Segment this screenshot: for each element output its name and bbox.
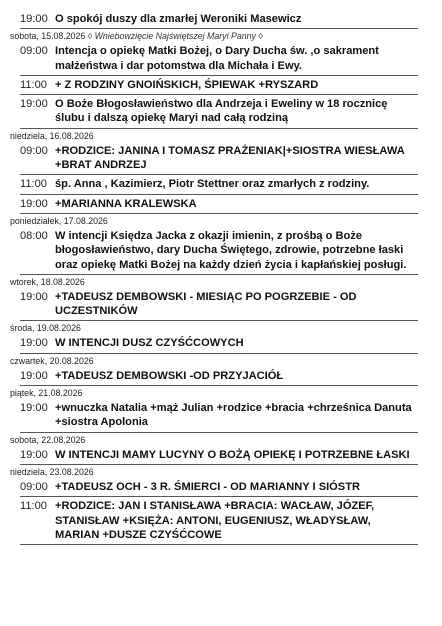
intention-time: 19:00 [20,402,48,415]
intention-text: +TADEUSZ DEMBOWSKI -OD PRZYJACIÓŁ [55,369,284,382]
intention-text: +TADEUSZ DEMBOWSKI - MIESIĄC PO POGRZEBIE - OD UCZESTNIKÓW [55,290,357,318]
day-date: niedziela, 23.08.2026 [10,466,94,477]
intention-entry [20,497,418,545]
intention-time: 09:00 [20,144,48,157]
intention-text: śp. Anna , Kazimierz, Piotr Stettner oraz zmarłych z rodziny. [55,178,370,191]
day-date: środa, 19.08.2026 [10,323,81,334]
intention-entry [20,175,418,194]
intention-text: +wnuczka Natalia +mąż Julian +rodzice +bracia +chrześnica Danuta +siostra Apolonia [55,402,412,429]
day-header [10,131,418,142]
day-date: sobota, 15.08.2026 [10,31,86,42]
intention-time: 19:00 [20,369,48,382]
intention-time: 11:00 [20,500,47,513]
intention-entry [20,288,418,322]
intention-entry [20,195,418,214]
day-header [10,31,418,42]
intention-time: 19:00 [20,98,48,111]
intention-text: O spokój duszy dla zmarłej Weroniki Masewicz [55,13,302,25]
intention-time: 19:00 [20,290,48,303]
intention-entry [20,399,418,433]
intention-text: +MARIANNA KRALEWSKA [55,197,197,210]
intention-time: 11:00 [20,78,47,91]
intention-entry [20,42,418,76]
intention-time: 19:00 [20,13,48,25]
day-date: wtorek, 18.08.2026 [10,276,85,287]
day-header [10,388,418,399]
intention-time: 19:00 [20,448,48,461]
intention-entry [20,142,418,176]
days-list [10,31,418,545]
day-date: niedziela, 16.08.2026 [10,130,94,141]
intention-time: 11:00 [20,178,47,191]
intention-entry [20,76,418,95]
intention-text: +TADEUSZ OCH - 3 R. ŚMIERCI - OD MARIANNY I SIÓSTR [55,480,360,493]
intention-text: +RODZICE: JAN I STANISŁAWA +BRACIA: WACŁAW, JÓZEF, STANISŁAW +KSIĘŻA: ANTONI, EUGENIUSZ, WŁADYSŁAW, MARIAN +DUSZE CZYŚĆCOWE [55,500,375,541]
day-date: poniedziałek, 17.08.2026 [10,215,108,226]
day-feast: ◊ Wniebowzięcie Najświętszej Maryi Panny ◊ [87,31,263,42]
day-header [10,467,418,478]
intention-entry [20,367,418,386]
intention-text: O Boże Błogosławieństwo dla Andrzeja i Eweliny w 18 rocznicę ślubu i dalszą opiekę Maryi nad całą rodziną [55,98,388,125]
intention-entry [20,446,418,465]
intention-text: +RODZICE: JANINA I TOMASZ PRAŻENIAK|+SIOSTRA WIESŁAWA +BRAT ANDRZEJ [55,144,405,172]
day-header [10,216,418,227]
intention-text: Intencja o opiekę Matki Bożej, o Dary Ducha św. ,o sakrament małżeństwa i dar potomstwa dla Michała i Ewy. [55,45,379,72]
intention-text: + Z RODZINY GNOIŃSKICH, ŚPIEWAK +RYSZARD [55,78,319,91]
intention-entry [20,95,418,129]
intention-entry [20,227,418,275]
intention-text: W INTENCJI MAMY LUCYNY O BOŻĄ OPIEKĘ I POTRZEBNE ŁASKI [55,448,410,461]
intention-entry [20,10,418,29]
day-header [10,435,418,446]
intention-text: W intencji Księdza Jacka z okazji imienin, z prośbą o Boże błogosławieństwo, dary Ducha Świętego, zdrowie, potrzebne łaski oraz opiekę Matki Bożej na każdy dzień życia i kapłańskiej posługi. [55,229,407,271]
intention-entry [20,478,418,497]
intention-entry [20,334,418,353]
day-date: piątek, 21.08.2026 [10,388,83,399]
intention-time: 19:00 [20,337,48,350]
day-header [10,277,418,288]
day-header [10,323,418,334]
intention-time: 09:00 [20,480,48,493]
intention-time: 08:00 [20,229,48,242]
intention-text: W INTENCJI DUSZ CZYŚĆCOWYCH [55,337,244,350]
day-date: czwartek, 20.08.2026 [10,355,94,366]
day-header [10,356,418,367]
intention-time: 19:00 [20,197,48,210]
intention-time: 09:00 [20,45,48,58]
day-date: sobota, 22.08.2026 [10,434,86,445]
